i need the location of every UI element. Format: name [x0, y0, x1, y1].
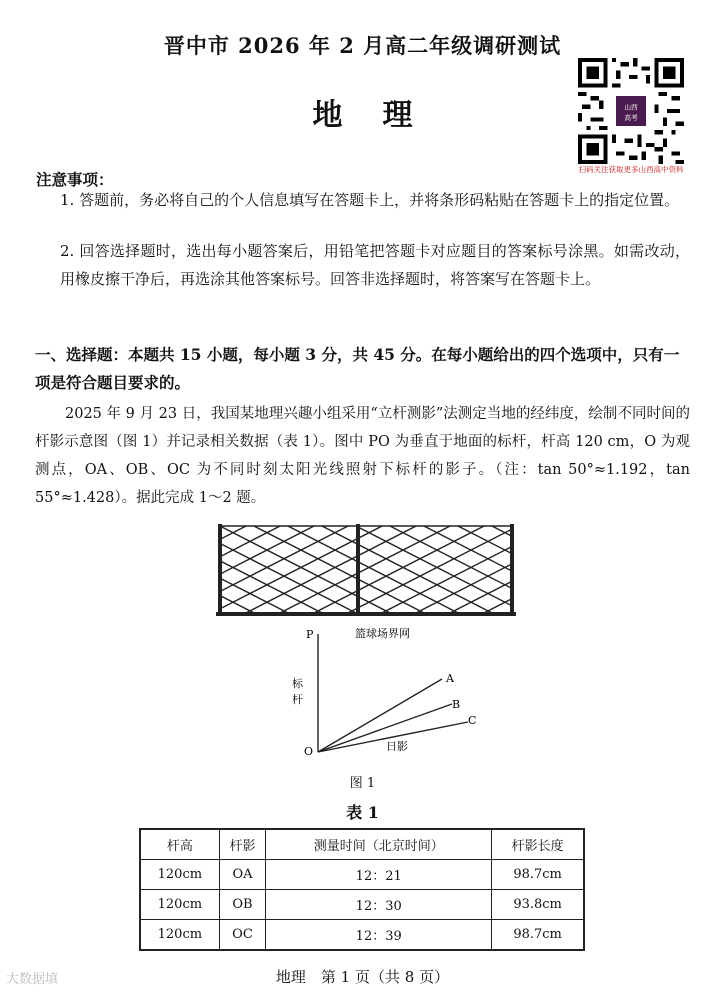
- cell: OC: [219, 920, 266, 951]
- notice-item-2: 2. 回答选择题时，选出每小题答案后，用铅笔把答题卡对应题目的答案标号涂黑。如需改动，用橡皮擦干净后，再选涂其他答案标号。回答非选择题时，将答案写在答题卡上。: [60, 242, 690, 288]
- shadow-data-table: [139, 828, 585, 951]
- cell: 12：21: [266, 860, 492, 890]
- pole-label: 标杆: [292, 677, 303, 706]
- header-time: 测量时间（北京时间）: [266, 829, 492, 860]
- point-p-label: P: [306, 628, 314, 641]
- figure-caption: 图 1: [349, 776, 376, 791]
- point-o-label: O: [304, 745, 314, 758]
- net-strand: [274, 524, 454, 616]
- point-b-label: B: [452, 698, 461, 711]
- svg-text:山西: 山西: [624, 103, 638, 112]
- table-row: [140, 920, 584, 951]
- cell: 120cm: [140, 890, 219, 920]
- net-strand: [308, 524, 488, 616]
- svg-text:高考: 高考: [624, 113, 638, 122]
- table-header-row: [140, 829, 584, 860]
- cell: 12：30: [266, 890, 492, 920]
- header-shadow-length: 杆影长度: [492, 829, 584, 860]
- header-shadow: 杆影: [219, 829, 266, 860]
- net-label: 篮球场界网: [355, 627, 410, 640]
- table-row: [140, 890, 584, 920]
- shadow-oa: [318, 679, 442, 752]
- net-strand: [210, 524, 216, 616]
- cell: 12：39: [266, 920, 492, 951]
- table-title: 表 1: [346, 803, 379, 822]
- point-c-label: C: [468, 714, 477, 727]
- qr-caption: 扫码关注获取更多山西高中资料: [578, 165, 684, 174]
- exam-title: 晋中市 2026 年 2 月高二年级调研测试: [163, 33, 562, 58]
- cell: OA: [219, 860, 266, 890]
- watermark: 大数据填: [6, 972, 59, 987]
- notice-heading: 注意事项：: [36, 170, 114, 189]
- notice-item-1: 1. 答题前，务必将自己的个人信息填写在答题卡上，并将条形码粘贴在答题卡上的指定位置。: [60, 191, 680, 209]
- question-intro: 2025 年 9 月 23 日，我国某地理兴趣小组采用“立杆测影”法测定当地的经纬度，绘制不同时间的杆影示意图（图 1）并记录相关数据（表 1）。图中 PO 为垂直于地面的标杆，杆高 120 cm，O 为观测点，OA、OB、OC 为不同时刻太阳光线照射下标杆的影子。（注：tan 50°≈1.192，tan 55°≈1.428）。据此完成 1～2 题。: [35, 406, 690, 506]
- shadow-label: 日影: [386, 740, 408, 753]
- shadow-figure: [210, 524, 520, 769]
- cell: 93.8cm: [492, 890, 584, 920]
- table-row: [140, 860, 584, 890]
- net-strand: [210, 524, 260, 616]
- cell: 98.7cm: [492, 920, 584, 951]
- header-pole-height: 杆高: [140, 829, 219, 860]
- subject-title: 地理: [312, 98, 453, 133]
- net-strand: [240, 524, 420, 616]
- point-a-label: A: [446, 672, 454, 685]
- cell: 120cm: [140, 860, 219, 890]
- cell: 120cm: [140, 920, 219, 951]
- cell: 98.7cm: [492, 860, 584, 890]
- qr-code[interactable]: [578, 58, 684, 164]
- net-strand: [342, 524, 520, 616]
- basketball-net: [210, 524, 520, 616]
- shadow-ob: [318, 704, 452, 752]
- cell: OB: [219, 890, 266, 920]
- section-heading: 一、选择题：本题共 15 小题，每小题 3 分，共 45 分。在每小题给出的四个选项中，只有一项是符合题目要求的。: [35, 345, 680, 392]
- page-footer: 地理 第 1 页（共 8 页）: [275, 968, 450, 986]
